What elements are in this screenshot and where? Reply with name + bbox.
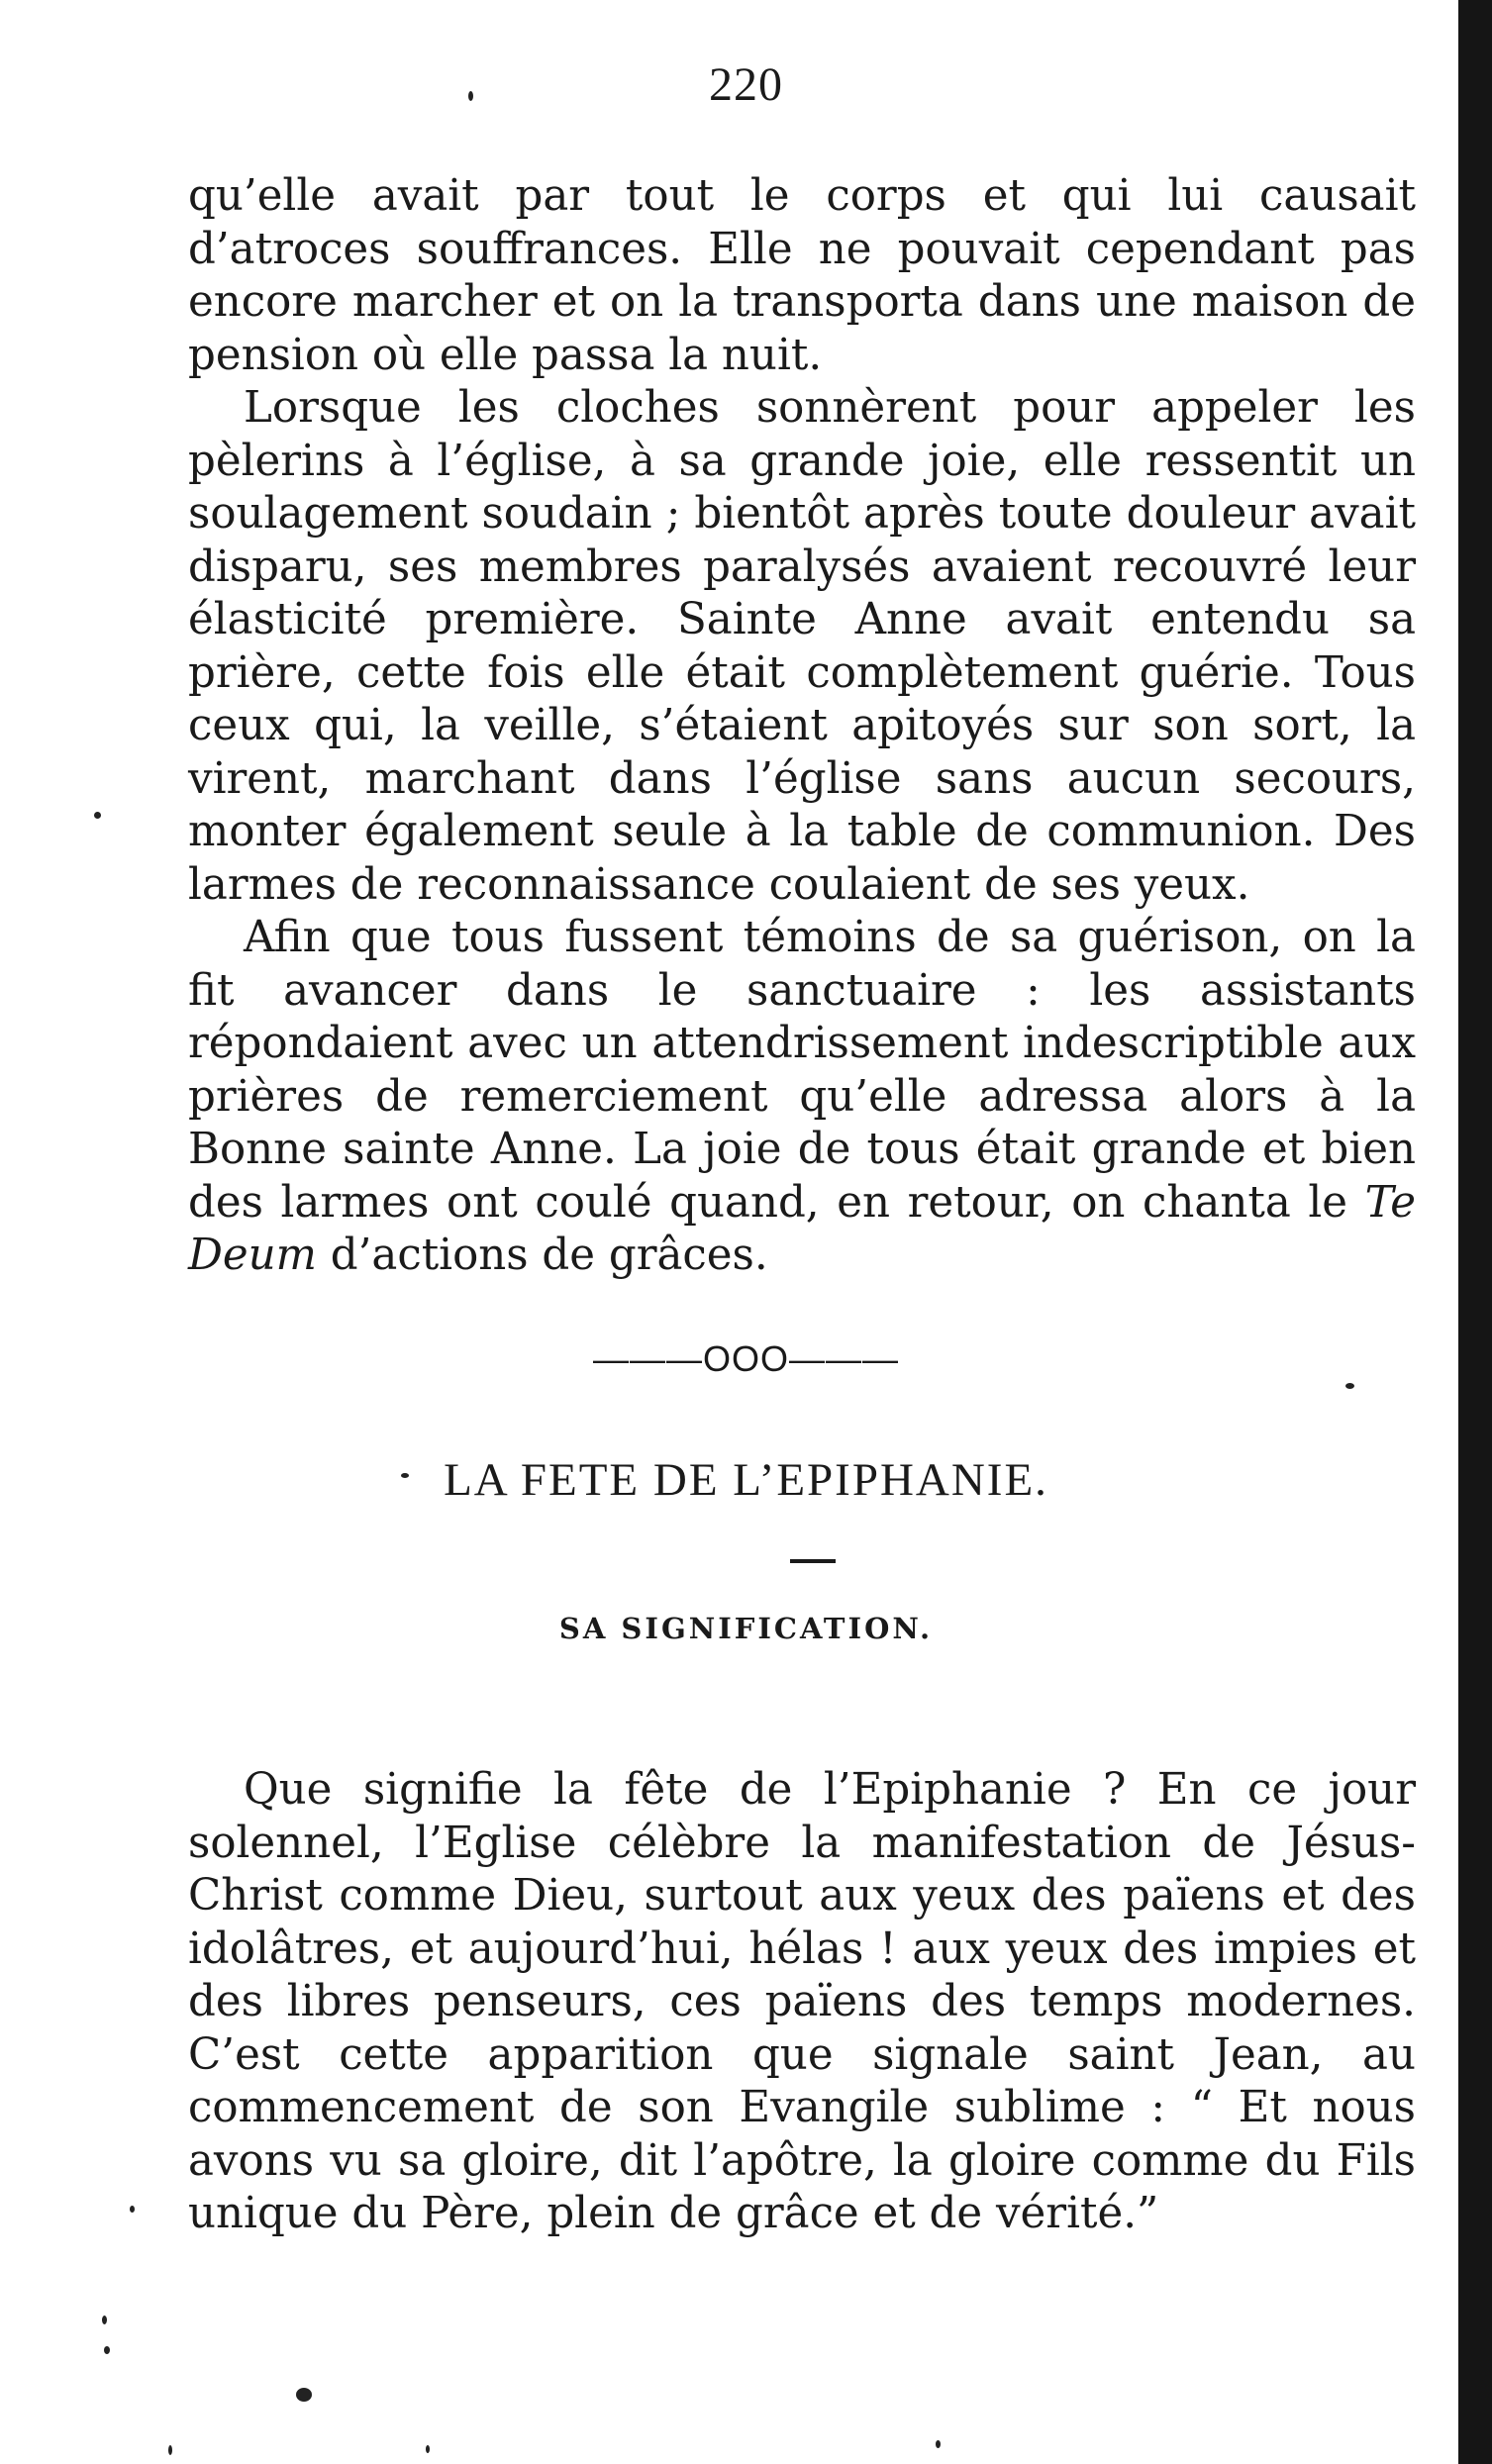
- scan-speck: [130, 2206, 135, 2213]
- scan-speck: [102, 2316, 107, 2324]
- page-number: 220: [709, 58, 783, 111]
- paragraph-text: d’actions de grâces.: [316, 1231, 768, 1280]
- scan-speck: [468, 91, 473, 101]
- paragraph: [188, 170, 1416, 382]
- title-rule: [790, 1559, 836, 1563]
- scan-speck: [1345, 1383, 1354, 1389]
- section-separator: ———OOO———: [592, 1338, 899, 1379]
- scan-speck: [296, 2388, 312, 2402]
- paragraph-text: qu’elle avait par tout le corps et qui lui causait d’atroces souffrances. Elle ne pouvait cependant pas encore marcher et on la transporta dans une maison de pension où elle passa la nuit.: [188, 171, 1416, 380]
- page-edge-shadow: [1458, 0, 1492, 2464]
- paragraph-text: Que signifie la fête de l’Epiphanie ? En ce jour solennel, l’Eglise célèbre la manifestation de Jésus-Christ comme Dieu, surtout aux yeux des païens et des idolâtres, et aujourd’hui, hélas ! aux yeux des impies et des libres penseurs, ces païens des temps modernes. C’est cette apparition que signale saint Jean, au commencement de son Evangile sublime : “ Et nous avons vu sa gloire, dit l’apôtre, la gloire comme du Fils unique du Père, plein de grâce et de vérité.”: [188, 1765, 1416, 2238]
- scan-speck: [168, 2445, 172, 2455]
- scan-speck: [94, 812, 101, 819]
- section-subtitle: SA SIGNIFICATION.: [558, 1612, 934, 1645]
- scan-speck: [401, 1473, 409, 1478]
- body-text-epiphany: [188, 1764, 1416, 2241]
- section-title: LA FETE DE L’EPIPHANIE.: [444, 1454, 1048, 1506]
- paragraph: [188, 382, 1416, 912]
- paragraph: [188, 912, 1416, 1283]
- scan-speck: [936, 2440, 941, 2448]
- italic-text: Te Deum: [188, 1177, 1416, 1280]
- paragraph-text: Afin que tous fussent témoins de sa guérison, on la fit avancer dans le sanctuaire : les assistants répondaient avec un attendrissement indescriptible aux prières de remerciement qu’elle adressa alors à la Bonne sainte Anne. La joie de tous était grande et bien des larmes ont coulé quand, en retour, on chanta le: [188, 913, 1416, 1228]
- body-text-before-section: [188, 170, 1416, 1283]
- scan-speck: [426, 2445, 430, 2453]
- scan-speck: [104, 2346, 110, 2354]
- paragraph: [188, 1764, 1416, 2241]
- paragraph-text: Lorsque les cloches sonnèrent pour appeler les pèlerins à l’église, à sa grande joie, elle ressentit un soulagement soudain ; bientôt après toute douleur avait disparu, ses membres paralysés avaient recouvré leur élasticité première. Sainte Anne avait entendu sa prière, cette fois elle était complètement guérie. Tous ceux qui, la veille, s’étaient apitoyés sur son sort, la virent, marchant dans l’église sans aucun secours, monter également seule à la table de communion. Des larmes de reconnaissance coulaient de ses yeux.: [188, 383, 1416, 910]
